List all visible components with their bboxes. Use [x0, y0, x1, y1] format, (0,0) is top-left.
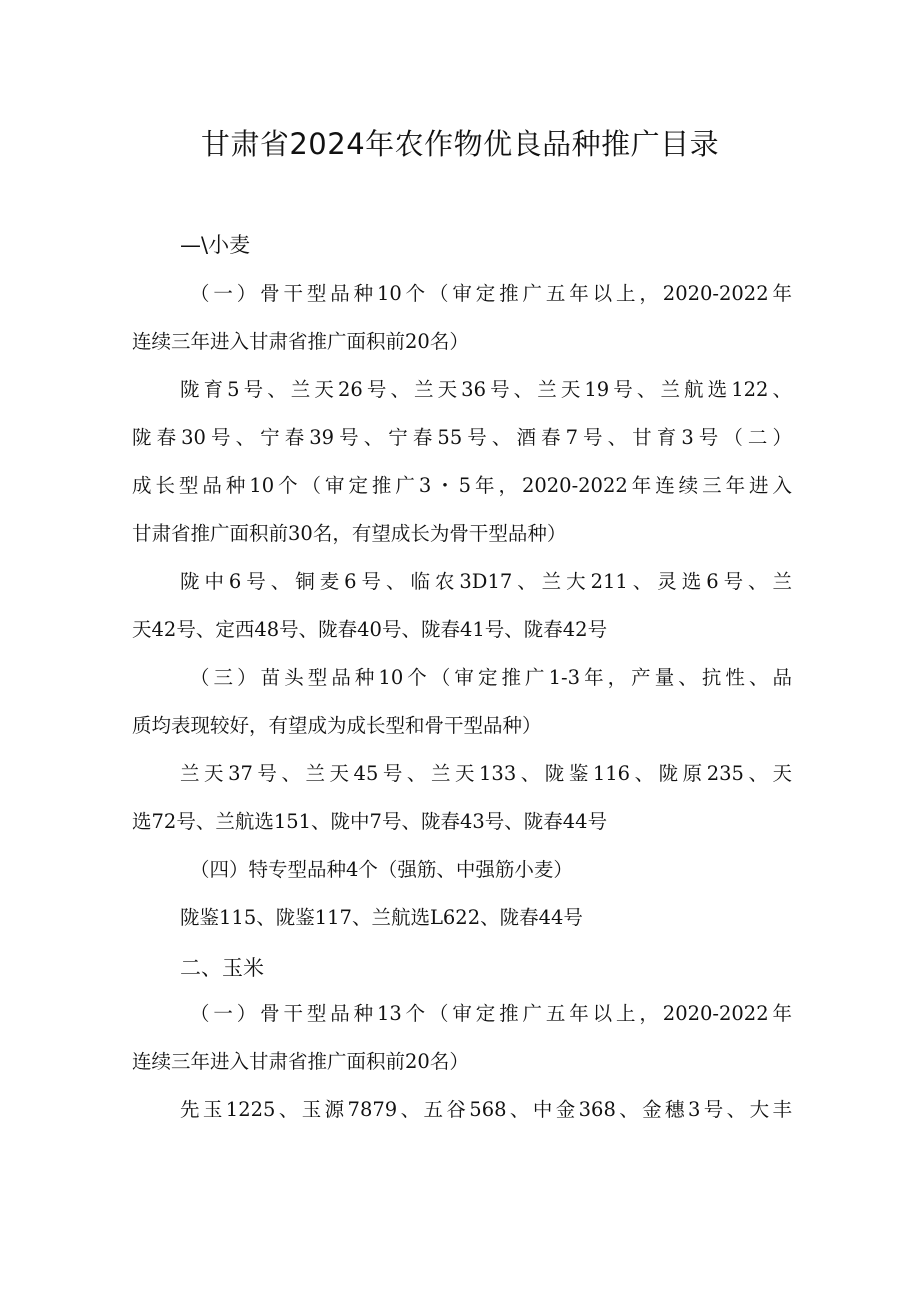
paragraph-line: 连续三年进入甘肃省推广面积前20名）	[132, 330, 469, 353]
paragraph-wheat-backbone-varieties	[132, 366, 792, 558]
paragraph-maize-backbone-varieties	[132, 1086, 792, 1134]
document-title: 甘肃省2024年农作物优良品种推广目录	[200, 127, 720, 161]
paragraph-wheat-emerging-intro	[132, 654, 792, 750]
paragraph-wheat-growth-varieties	[132, 558, 792, 654]
section-heading-wheat: —\小麦	[180, 233, 251, 257]
section-heading-maize: 二、玉米	[180, 956, 264, 980]
paragraph-line: 成长型品种10个（审定推广3・5年，2020-2022年连续三年进入	[132, 474, 792, 497]
paragraph-line: 陇育5号、兰天26号、兰天36号、兰天19号、兰航选122、	[180, 378, 792, 401]
paragraph-line: （三）苗头型品种10个（审定推广1-3年，产量、抗性、品	[190, 666, 792, 689]
paragraph-line: 陇鉴115、陇鉴117、兰航选L622、陇春44号	[180, 906, 583, 929]
paragraph-maize-backbone-intro	[132, 990, 792, 1086]
paragraph-line: 甘肃省推广面积前30名，有望成长为骨干型品种）	[132, 522, 567, 545]
paragraph-line: 选72号、兰航选151、陇中7号、陇春43号、陇春44号	[132, 810, 608, 833]
paragraph-line: 陇中6号、铜麦6号、临农3D17、兰大211、灵选6号、兰	[180, 570, 792, 593]
paragraph-line: 先玉1225、玉源7879、五谷568、中金368、金穗3号、大丰	[180, 1098, 792, 1121]
paragraph-line: （一）骨干型品种13个（审定推广五年以上，2020-2022年	[190, 1002, 792, 1025]
paragraph-wheat-emerging-varieties	[132, 750, 792, 846]
paragraph-line: （一）骨干型品种10个（审定推广五年以上，2020-2022年	[190, 282, 792, 305]
paragraph-wheat-backbone-intro	[132, 270, 792, 366]
paragraph-line: 陇春30号、宁春39号、宁春55号、酒春7号、甘育3号（二）	[132, 426, 792, 449]
paragraph-wheat-special-intro	[132, 846, 792, 894]
paragraph-line: 兰天37号、兰天45号、兰天133、陇鉴116、陇原235、天	[180, 762, 792, 785]
paragraph-line: 天42号、定西48号、陇春40号、陇春41号、陇春42号	[132, 618, 608, 641]
paragraph-line: （四）特专型品种4个（强筋、中强筋小麦）	[190, 858, 573, 881]
paragraph-line: 连续三年进入甘肃省推广面积前20名）	[132, 1050, 469, 1073]
paragraph-wheat-special-varieties	[132, 894, 792, 942]
paragraph-line: 质均表现较好，有望成为成长型和骨干型品种）	[132, 714, 542, 737]
